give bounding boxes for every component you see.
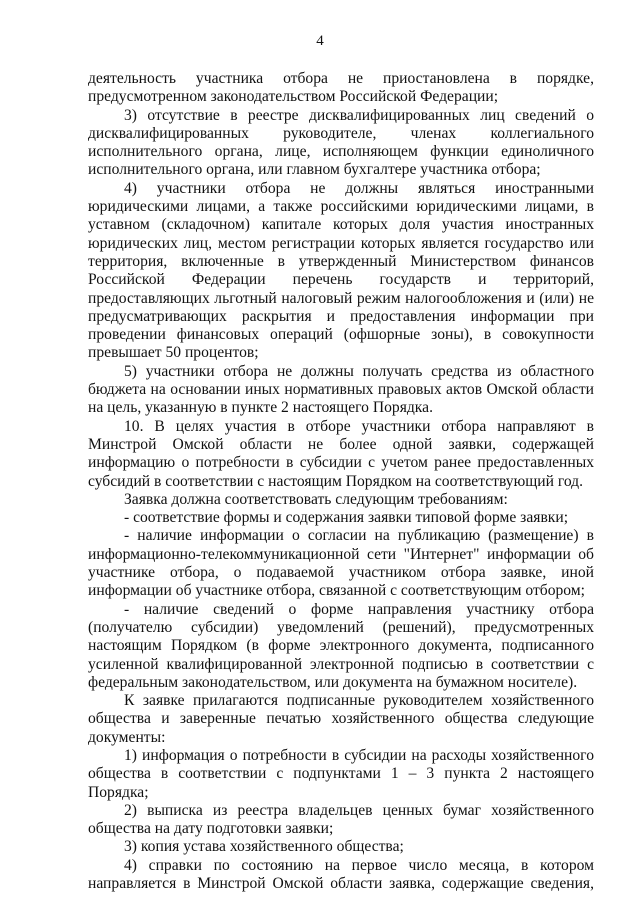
paragraph: - наличие сведений о форме направления участнику отбора (получателю субсидии) уведомлений (решений), предусмотренных настоящим Порядком (в форме электронного документа, подписанного усиленной квалифицированной электронной подписью в соответствии с федеральным законодательством, или документа на бумажном носителе). [88, 600, 594, 691]
paragraph: 10. В целях участия в отборе участники отбора направляют в Минстрой Омской области не более одной заявки, содержащей информацию о потребности в субсидии с учетом ранее предоставленных субсидий в соответствии с настоящим Порядком на соответствующий год. [88, 417, 594, 490]
paragraph: деятельность участника отбора не приостановлена в порядке, предусмотренном законодательством Российской Федерации; [88, 70, 594, 106]
paragraph: 5) участники отбора не должны получать средства из областного бюджета на основании иных нормативных правовых актов Омской области на цель, указанную в пункте 2 настоящего Порядка. [88, 362, 594, 417]
paragraph: - наличие информации о согласии на публикацию (размещение) в информационно-телекоммуникационной сети "Интернет" информации об участнике отбора, о подаваемой участником отбора заявке, иной информации об участнике отбора, связанной с соответствующим отбором; [88, 527, 594, 600]
document-body [88, 70, 594, 893]
paragraph: 3) отсутствие в реестре дисквалифицированных лиц сведений о дисквалифицированных руководителе, членах коллегиального исполнительного органа, лице, исполняющем функции единоличного исполнительного органа, или главном бухгалтере участника отбора; [88, 106, 594, 179]
paragraph: 3) копия устава хозяйственного общества; [124, 838, 404, 856]
paragraph: Заявка должна соответствовать следующим требованиям: [124, 490, 508, 508]
paragraph: 4) справки по состоянию на первое число месяца, в котором направляется в Минстрой Омской области заявка, содержащие сведения, [88, 856, 594, 893]
paragraph: 1) информация о потребности в субсидии на расходы хозяйственного общества в соответствии с подпунктами 1 – 3 пункта 2 настоящего Порядка; [88, 746, 594, 801]
paragraph: К заявке прилагаются подписанные руководителем хозяйственного общества и заверенные печатью хозяйственного общества следующие документы: [88, 692, 594, 746]
paragraph: 2) выписка из реестра владельцев ценных бумаг хозяйственного общества на дату подготовки заявки; [88, 801, 594, 838]
page-number: 4 [316, 33, 324, 49]
paragraph: - соответствие формы и содержания заявки типовой форме заявки; [124, 509, 569, 527]
paragraph: 4) участники отбора не должны являться иностранными юридическими лицами, а также российскими юридическими лицами, в уставном (складочном) капитале которых доля участия иностранных юридических лиц, местом регистрации которых является государство или территория, включенные в утвержденный Министерством финансов Российской Федерации перечень государств и территорий, предоставляющих льготный налоговый режим налогообложения и (или) не предусматривающих раскрытия и предоставления информации при проведении финансовых операций (офшорные зоны), в совокупности превышает 50 процентов; [88, 179, 594, 362]
